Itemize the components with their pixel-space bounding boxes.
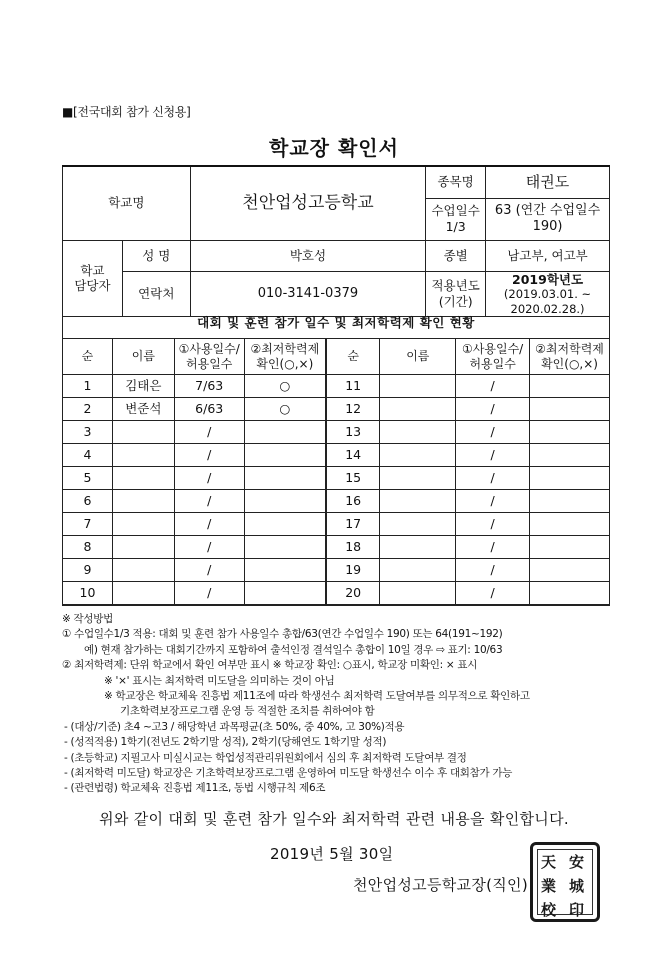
row-days: / <box>456 375 530 398</box>
row-name: 김태은 <box>112 375 174 398</box>
school-name-label: 학교명 <box>63 166 191 240</box>
row-days: / <box>456 398 530 421</box>
row-no: 2 <box>63 398 113 421</box>
row-check <box>244 513 326 536</box>
school-days-value: 63 (연간 수업일수 190) <box>486 198 610 240</box>
row-name: 변준석 <box>112 398 174 421</box>
row-name <box>380 375 456 398</box>
row-days: / <box>174 559 244 582</box>
row-no: 13 <box>326 421 380 444</box>
note-target-criteria: - (대상/기준) 초4 ~고3 / 해당학년 과목평균(초 50%, 중 40%, 고 30%)적용 <box>64 720 405 733</box>
school-info-table <box>62 165 610 317</box>
row-check <box>530 559 610 582</box>
row-name <box>112 513 174 536</box>
row-no: 6 <box>63 490 113 513</box>
row-check: ○ <box>244 398 326 421</box>
header-check-line1: ②최저학력제 <box>250 341 320 356</box>
document-title: 학교장 확인서 <box>269 136 399 160</box>
row-check <box>244 582 326 606</box>
row-days: / <box>174 582 244 606</box>
staff-name-label: 성 명 <box>122 240 190 271</box>
sport-label: 종목명 <box>426 166 486 198</box>
row-check <box>530 536 610 559</box>
note-principal-duty-cont: 기초학력보장프로그램 운영 등 적절한 조치를 취하여야 함 <box>120 705 375 718</box>
row-check <box>530 513 610 536</box>
header-days-line2: 허용일수 <box>186 356 233 371</box>
status-table-header <box>63 339 610 375</box>
header-name: 이름 <box>112 339 174 375</box>
row-days: / <box>456 444 530 467</box>
row-days: / <box>174 444 244 467</box>
row-name <box>380 421 456 444</box>
note-days-example: 예) 현재 참가하는 대회기간까지 포함하여 출석인정 결석일수 총합이 10일 경우 ⇨ 표기: 10/63 <box>84 643 503 656</box>
row-check <box>244 467 326 490</box>
staff-label <box>63 240 123 316</box>
note-days-rule: ① 수업일수1/3 적용: 대회 및 훈련 참가 사용일수 총합/63(연간 수업일수 190) 또는 64(191~192) <box>62 628 503 641</box>
principal-signature-line: 천안업성고등학교장(직인) <box>353 876 528 894</box>
row-name <box>112 536 174 559</box>
header-check <box>244 339 326 375</box>
row-check <box>244 421 326 444</box>
table-row <box>63 467 610 490</box>
school-name-value: 천안업성고등학교 <box>190 166 425 240</box>
row-no: 12 <box>326 398 380 421</box>
table-row <box>63 444 610 467</box>
header-days-right <box>456 339 530 375</box>
official-seal <box>530 842 600 922</box>
staff-label-line2: 담당자 <box>74 278 111 294</box>
row-name <box>112 582 174 606</box>
table-row <box>63 490 610 513</box>
applied-year-label-line1: 적용년도 <box>431 278 480 294</box>
issue-date: 2019년 5월 30일 <box>270 845 394 863</box>
header-days <box>174 339 244 375</box>
table-row <box>63 421 610 444</box>
header-check-right-line1: ②최저학력제 <box>535 341 604 356</box>
header-no-right: 순 <box>326 339 380 375</box>
row-name <box>112 559 174 582</box>
note-elementary: - (초등학교) 지필고사 미실시교는 학업성적관리위원회에서 심의 후 최저학력 도달여부 결정 <box>64 751 467 764</box>
row-no: 3 <box>63 421 113 444</box>
seal-glyph: 安 <box>569 853 585 871</box>
contact-value: 010-3141-0379 <box>190 271 425 316</box>
row-no: 5 <box>63 467 113 490</box>
note-x-meaning: ※ '×' 표시는 최저학력 미도달을 의미하는 것이 아님 <box>104 674 335 687</box>
row-check: ○ <box>244 375 326 398</box>
header-check-right-line2: 확인(○,×) <box>541 356 598 371</box>
row-name <box>380 444 456 467</box>
table-row <box>63 375 610 398</box>
row-check <box>244 536 326 559</box>
row-days: / <box>456 421 530 444</box>
row-no: 7 <box>63 513 113 536</box>
school-days-label-line1: 수업일수 <box>431 203 480 219</box>
row-days: / <box>456 536 530 559</box>
note-min-achievement: ② 최저학력제: 단위 학교에서 확인 여부만 표시 ※ 학교장 확인: ○표시, 학교장 미확인: × 표시 <box>62 659 478 672</box>
header-name-right: 이름 <box>380 339 456 375</box>
sport-value: 태권도 <box>486 166 610 198</box>
row-days: / <box>456 467 530 490</box>
row-days: / <box>174 490 244 513</box>
notes-heading: ※ 작성방법 <box>62 613 113 625</box>
row-name <box>112 421 174 444</box>
row-name <box>380 582 456 606</box>
row-no: 20 <box>326 582 380 606</box>
division-value: 남고부, 여고부 <box>486 240 610 271</box>
table-row <box>63 536 610 559</box>
status-section-title: 대회 및 훈련 참가 일수 및 최저학력제 확인 현황 <box>62 308 610 338</box>
row-check <box>530 444 610 467</box>
row-name <box>380 490 456 513</box>
participation-status-table <box>62 338 610 606</box>
row-name <box>380 513 456 536</box>
row-check <box>530 490 610 513</box>
row-no: 14 <box>326 444 380 467</box>
table-row <box>63 513 610 536</box>
row-no: 10 <box>63 582 113 606</box>
row-check <box>530 582 610 606</box>
row-days: / <box>456 582 530 606</box>
applied-year: 2019학년도 <box>512 271 584 287</box>
row-days: / <box>174 513 244 536</box>
row-name <box>380 559 456 582</box>
row-check <box>244 490 326 513</box>
row-no: 15 <box>326 467 380 490</box>
row-name <box>112 490 174 513</box>
note-grade-application: - (성적적용) 1학기(전년도 2학기말 성적), 2학기(당해연도 1학기말 성적) <box>64 736 387 749</box>
seal-glyph: 校 <box>541 901 557 919</box>
row-check <box>530 375 610 398</box>
writing-instructions <box>62 612 622 797</box>
note-below-minimum: - (최저학력 미도달) 학교장은 기초학력보장프로그램 운영하여 미도달 학생선수 이수 후 대회참가 가능 <box>64 767 513 780</box>
row-name <box>380 398 456 421</box>
row-days: / <box>456 513 530 536</box>
row-no: 1 <box>63 375 113 398</box>
header-days-line1: ①사용일수/ <box>178 341 240 356</box>
applied-period: (2019.03.01. ~ 2020.02.28.) <box>503 287 592 316</box>
row-check <box>530 421 610 444</box>
header-check-right <box>530 339 610 375</box>
row-check <box>244 559 326 582</box>
header-check-line2: 확인(○,×) <box>256 356 314 371</box>
row-no: 4 <box>63 444 113 467</box>
contact-label: 연락처 <box>122 271 190 316</box>
table-row <box>63 582 610 606</box>
row-days: / <box>456 490 530 513</box>
row-no: 9 <box>63 559 113 582</box>
seal-glyph: 印 <box>569 901 585 919</box>
row-no: 16 <box>326 490 380 513</box>
row-days: 7/63 <box>174 375 244 398</box>
application-tag: ■[전국대회 참가 신청용] <box>62 105 191 119</box>
row-check <box>530 398 610 421</box>
row-no: 11 <box>326 375 380 398</box>
confirmation-statement: 위와 같이 대회 및 훈련 참가 일수와 최저학력 관련 내용을 확인합니다. <box>99 810 569 828</box>
row-days: / <box>174 421 244 444</box>
row-name <box>112 467 174 490</box>
row-days: / <box>174 467 244 490</box>
school-days-label <box>426 198 486 240</box>
row-no: 8 <box>63 536 113 559</box>
note-principal-duty: ※ 학교장은 학교체육 진흥법 제11조에 따라 학생선수 최저학력 도달여부를 의무적으로 확인하고 <box>104 690 530 703</box>
seal-glyph: 業 <box>541 877 557 895</box>
row-no: 17 <box>326 513 380 536</box>
row-name <box>380 536 456 559</box>
row-days: 6/63 <box>174 398 244 421</box>
seal-glyph: 城 <box>569 877 585 895</box>
row-name <box>112 444 174 467</box>
header-no: 순 <box>63 339 113 375</box>
seal-glyph: 天 <box>541 853 557 871</box>
staff-label-line1: 학교 <box>80 262 105 278</box>
note-related-law: - (관련법령) 학교체육 진흥법 제11조, 동법 시행규칙 제6조 <box>64 782 326 795</box>
table-row <box>63 559 610 582</box>
staff-name-value: 박호성 <box>190 240 425 271</box>
row-check <box>244 444 326 467</box>
division-label: 종별 <box>426 240 486 271</box>
row-no: 18 <box>326 536 380 559</box>
row-no: 19 <box>326 559 380 582</box>
school-days-label-line2: 1/3 <box>445 219 466 234</box>
row-check <box>530 467 610 490</box>
header-days-right-line1: ①사용일수/ <box>462 341 524 356</box>
row-days: / <box>174 536 244 559</box>
table-row <box>63 398 610 421</box>
row-days: / <box>456 559 530 582</box>
row-name <box>380 467 456 490</box>
header-days-right-line2: 허용일수 <box>469 356 516 371</box>
applied-year-label-line2: (기간) <box>438 293 473 309</box>
